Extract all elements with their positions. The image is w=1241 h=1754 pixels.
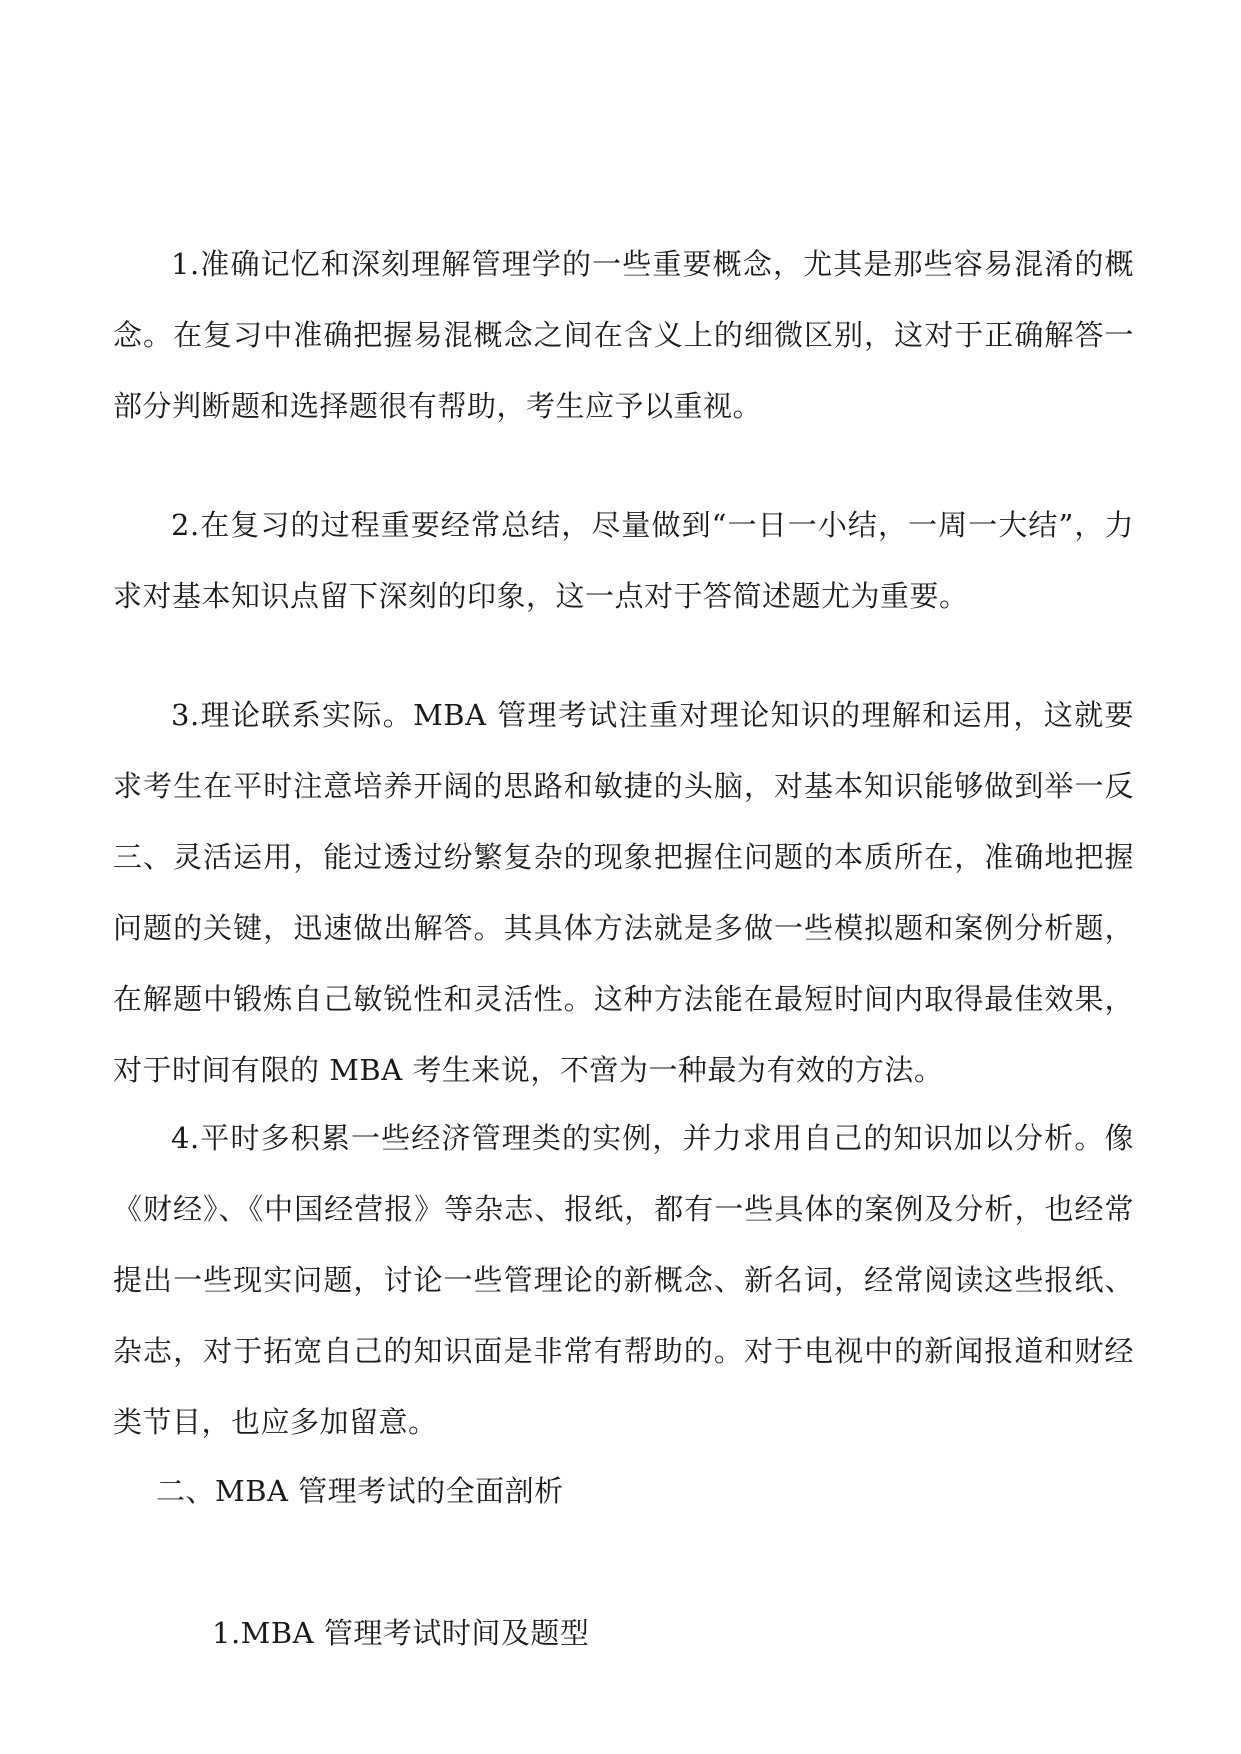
paragraph-1: 1.准确记忆和深刻理解管理学的一些重要概念，尤其是那些容易混淆的概念。在复习中准确把握易混概念之间在含义上的细微区别，这对于正确解答一部分判断题和选择题很有帮助，考生应予以重视。 xyxy=(113,247,1134,423)
section-heading: 二、MBA 管理考试的全面剖析 xyxy=(156,1474,564,1508)
paragraph-2: 2.在复习的过程重要经常总结，尽量做到“一日一小结，一周一大结”，力求对基本知识点留下深刻的印象，这一点对于答简述题尤为重要。 xyxy=(113,508,1134,613)
subsection-heading: 1.MBA 管理考试时间及题型 xyxy=(212,1616,590,1650)
paragraph-3: 3.理论联系实际。MBA 管理考试注重对理论知识的理解和运用，这就要求考生在平时注意培养开阔的思路和敏捷的头脑，对基本知识能够做到举一反三、灵活运用，能过透过纷繁复杂的现象把握住问题的本质所在，准确地把握问题的关键，迅速做出解答。其具体方法就是多做一些模拟题和案例分析题，在解题中锻炼自己敏锐性和灵活性。这种方法能在最短时间内取得最佳效果，对于时间有限的 MBA 考生来说，不啻为一种最为有效的方法。 xyxy=(113,698,1134,1087)
paragraph-4: 4.平时多积累一些经济管理类的实例，并力求用自己的知识加以分析。像《财经》、《中国经营报》等杂志、报纸，都有一些具体的案例及分析，也经常提出一些现实问题，讨论一些管理论的新概念、新名词，经常阅读这些报纸、杂志，对于拓宽自己的知识面是非常有帮助的。对于电视中的新闻报道和财经类节目，也应多加留意。 xyxy=(113,1121,1134,1439)
